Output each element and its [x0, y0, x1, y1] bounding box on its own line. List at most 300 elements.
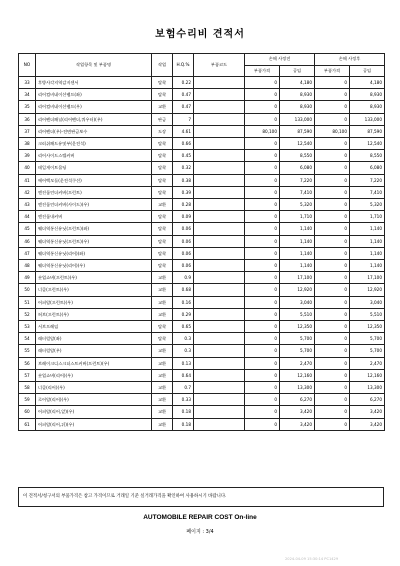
table-body [19, 77, 385, 431]
cell-part-code [194, 296, 245, 308]
cell-item: 리어컴비네이션램프(좌) [36, 89, 152, 101]
cell-item: 웨더역통신유닛(프런트)(우) [36, 235, 152, 247]
cell-part-code [194, 211, 245, 223]
cell-part-price-before: 0 [245, 394, 280, 406]
cell-work: 탈착 [152, 260, 173, 272]
cell-labor-after: 1,710 [350, 211, 385, 223]
cell-labor-before: 3,420 [280, 418, 315, 430]
cell-labor-before: 5,510 [280, 308, 315, 320]
cell-labor-before: 5,320 [280, 199, 315, 211]
table-row [19, 406, 385, 418]
cell-part-price-after: 0 [315, 369, 350, 381]
cell-labor-before: 8,930 [280, 101, 315, 113]
cell-labor-after: 8,930 [350, 101, 385, 113]
table-row [19, 345, 385, 357]
cell-part-code [194, 284, 245, 296]
cell-item: 로어암(리어)(우) [36, 394, 152, 406]
cell-item: 숏업쇼버(리어)(우) [36, 369, 152, 381]
cell-part-code [194, 357, 245, 369]
cell-work: 교환 [152, 345, 173, 357]
page-number: 페이지 : 3/4 [186, 529, 214, 535]
cell-part-code [194, 223, 245, 235]
cell-item: 래터럴암(좌) [36, 333, 152, 345]
cell-labor-after: 4,180 [350, 77, 385, 89]
cell-no: 37 [19, 125, 36, 137]
cell-work: 탈착 [152, 223, 173, 235]
cell-hq: 0.9 [173, 272, 194, 284]
header-work: 작업 [152, 54, 173, 77]
cell-item: 엔진룸언더커버(사이드)(우) [36, 199, 152, 211]
cell-labor-before: 12,540 [280, 138, 315, 150]
footer-brand: AUTOMOBILE REPAIR COST On-line [143, 514, 257, 521]
cell-labor-after: 7,220 [350, 174, 385, 186]
cell-part-price-after: 0 [315, 89, 350, 101]
table-row [19, 186, 385, 198]
cell-no: 59 [19, 394, 36, 406]
cell-part-price-after: 0 [315, 162, 350, 174]
cell-item: 너클(프런트)(우) [36, 284, 152, 296]
cell-labor-before: 7,220 [280, 174, 315, 186]
cell-part-price-before: 0 [245, 162, 280, 174]
cell-labor-before: 12,920 [280, 284, 315, 296]
cell-hq: 0.65 [173, 321, 194, 333]
cell-work: 탈착 [152, 77, 173, 89]
cell-labor-before: 5,700 [280, 345, 315, 357]
cell-no: 48 [19, 260, 36, 272]
cell-part-price-before: 0 [245, 101, 280, 113]
cell-labor-after: 12,920 [350, 284, 385, 296]
cell-part-price-before: 0 [245, 321, 280, 333]
cell-item: 웨더역통신유닛(리어)(좌) [36, 247, 152, 259]
table-row [19, 150, 385, 162]
cell-hq: 0.38 [173, 174, 194, 186]
table-row [19, 260, 385, 272]
cell-part-price-before: 0 [245, 113, 280, 125]
cell-no: 60 [19, 406, 36, 418]
cell-work: 교환 [152, 101, 173, 113]
cell-work: 교환 [152, 394, 173, 406]
cell-part-price-after: 80,100 [315, 125, 350, 137]
cell-part-price-before: 0 [245, 77, 280, 89]
cell-part-price-after: 0 [315, 296, 350, 308]
cell-labor-before: 6,270 [280, 394, 315, 406]
cell-part-price-before: 0 [245, 333, 280, 345]
cell-no: 35 [19, 101, 36, 113]
cell-part-price-before: 0 [245, 418, 280, 430]
cell-hq: 0.09 [173, 211, 194, 223]
cell-part-code [194, 272, 245, 284]
cell-no: 42 [19, 186, 36, 198]
cell-part-price-before: 0 [245, 186, 280, 198]
table-row [19, 418, 385, 430]
cell-labor-before: 2,470 [280, 357, 315, 369]
cell-labor-before: 13,300 [280, 382, 315, 394]
cell-part-price-before: 0 [245, 382, 280, 394]
cell-part-code [194, 345, 245, 357]
cell-part-code [194, 162, 245, 174]
cell-labor-before: 3,040 [280, 296, 315, 308]
estimate-table [18, 53, 385, 431]
header-before-adjust: 손해 사정전 [245, 54, 315, 66]
cell-part-price-before: 0 [245, 260, 280, 272]
cell-part-code [194, 125, 245, 137]
cell-no: 49 [19, 272, 36, 284]
cell-work: 교환 [152, 296, 173, 308]
cell-part-price-after: 0 [315, 260, 350, 272]
cell-work: 탈착 [152, 138, 173, 150]
cell-labor-after: 5,320 [350, 199, 385, 211]
table-row [19, 101, 385, 113]
table-row [19, 235, 385, 247]
cell-hq: 0.18 [173, 406, 194, 418]
cell-work: 탈착 [152, 321, 173, 333]
cell-part-code [194, 150, 245, 162]
cell-part-code [194, 174, 245, 186]
cell-part-price-after: 0 [315, 406, 350, 418]
cell-part-code [194, 89, 245, 101]
cell-part-price-before: 0 [245, 211, 280, 223]
table-row [19, 394, 385, 406]
table-header [19, 54, 385, 77]
header-no: NO [19, 54, 36, 77]
cell-part-price-before: 0 [245, 247, 280, 259]
cell-work: 탈착 [152, 333, 173, 345]
cell-labor-after: 3,420 [350, 418, 385, 430]
cell-no: 44 [19, 211, 36, 223]
cell-work: 탈착 [152, 174, 173, 186]
cell-work: 탈착 [152, 150, 173, 162]
cell-part-price-before: 80,100 [245, 125, 280, 137]
cell-hq: 7 [173, 113, 194, 125]
cell-part-price-before: 0 [245, 235, 280, 247]
cell-labor-before: 87,590 [280, 125, 315, 137]
table-row [19, 369, 385, 381]
cell-work: 교환 [152, 406, 173, 418]
cell-item: 서브프레임 [36, 321, 152, 333]
cell-labor-before: 1,140 [280, 247, 315, 259]
cell-item: 테일게이트몰딩 [36, 162, 152, 174]
cell-part-code [194, 186, 245, 198]
cell-work: 탈착 [152, 247, 173, 259]
cell-hq: 0.29 [173, 308, 194, 320]
cell-work: 교환 [152, 357, 173, 369]
cell-part-price-before: 0 [245, 89, 280, 101]
cell-no: 45 [19, 223, 36, 235]
table-row [19, 296, 385, 308]
cell-labor-after: 12,350 [350, 321, 385, 333]
cell-part-price-after: 0 [315, 101, 350, 113]
cell-labor-before: 8,930 [280, 89, 315, 101]
cell-part-code [194, 113, 245, 125]
cell-part-price-after: 0 [315, 247, 350, 259]
cell-part-code [194, 77, 245, 89]
cell-labor-after: 1,140 [350, 223, 385, 235]
cell-work: 탈착 [152, 162, 173, 174]
cell-part-price-before: 0 [245, 272, 280, 284]
cell-hq: 0.39 [173, 186, 194, 198]
cell-part-price-after: 0 [315, 382, 350, 394]
cell-labor-after: 133,000 [350, 113, 385, 125]
cell-labor-after: 2,470 [350, 357, 385, 369]
cell-hq: 0.3 [173, 345, 194, 357]
cell-labor-before: 12,160 [280, 369, 315, 381]
cell-part-price-before: 0 [245, 345, 280, 357]
cell-labor-after: 12,540 [350, 138, 385, 150]
cell-part-price-after: 0 [315, 77, 350, 89]
cell-hq: 0.32 [173, 162, 194, 174]
cell-item: 웨더역통신유닛(프런트)(좌) [36, 223, 152, 235]
cell-hq: 0.45 [173, 150, 194, 162]
cell-no: 40 [19, 162, 36, 174]
cell-part-code [194, 260, 245, 272]
cell-no: 52 [19, 308, 36, 320]
cell-no: 43 [19, 199, 36, 211]
cell-part-price-after: 0 [315, 223, 350, 235]
header-labor-before: 공임 [280, 65, 315, 77]
cell-part-code [194, 394, 245, 406]
cell-part-code [194, 382, 245, 394]
cell-part-price-after: 0 [315, 333, 350, 345]
cell-labor-before: 5,700 [280, 333, 315, 345]
table-row [19, 89, 385, 101]
table-row [19, 333, 385, 345]
table-row [19, 138, 385, 150]
cell-hq: 0.06 [173, 260, 194, 272]
cell-part-code [194, 247, 245, 259]
cell-part-price-after: 0 [315, 199, 350, 211]
cell-hq: 0.28 [173, 199, 194, 211]
cell-labor-after: 3,420 [350, 406, 385, 418]
header-after-adjust: 손해 사정후 [315, 54, 385, 66]
cell-work: 탈착 [152, 235, 173, 247]
cell-item: 에어백모듈(운전석쿠션) [36, 174, 152, 186]
cell-labor-before: 7,410 [280, 186, 315, 198]
cell-labor-before: 8,550 [280, 150, 315, 162]
print-stamp: 2024-04-09 15:30:14 PC1429 [285, 557, 339, 561]
cell-work: 교환 [152, 272, 173, 284]
cell-hq: 0.47 [173, 101, 194, 113]
cell-hq: 0.3 [173, 333, 194, 345]
cell-hq: 0.06 [173, 235, 194, 247]
cell-part-price-after: 0 [315, 186, 350, 198]
cell-no: 55 [19, 345, 36, 357]
cell-part-price-after: 0 [315, 418, 350, 430]
cell-part-price-after: 0 [315, 345, 350, 357]
cell-part-price-before: 0 [245, 296, 280, 308]
cell-item: 후방사각지역감지센서 [36, 77, 152, 89]
cell-no: 33 [19, 77, 36, 89]
cell-part-code [194, 418, 245, 430]
cell-part-price-before: 0 [245, 284, 280, 296]
cell-no: 53 [19, 321, 36, 333]
cell-work: 교환 [152, 369, 173, 381]
cell-part-code [194, 333, 245, 345]
cell-item: 너클(리어)(우) [36, 382, 152, 394]
table-row [19, 199, 385, 211]
cell-labor-before: 17,100 [280, 272, 315, 284]
table-row [19, 211, 385, 223]
cell-part-code [194, 235, 245, 247]
cell-labor-after: 8,550 [350, 150, 385, 162]
cell-labor-before: 1,140 [280, 223, 315, 235]
cell-no: 50 [19, 284, 36, 296]
cell-part-price-before: 0 [245, 150, 280, 162]
cell-no: 56 [19, 357, 36, 369]
cell-item: 어퍼암(리어,뒤)(우) [36, 418, 152, 430]
cell-part-code [194, 138, 245, 150]
cell-labor-after: 17,100 [350, 272, 385, 284]
cell-item: 래터럴암(우) [36, 345, 152, 357]
cell-part-price-before: 0 [245, 223, 280, 235]
table-row [19, 284, 385, 296]
cell-no: 51 [19, 296, 36, 308]
cell-part-price-before: 0 [245, 174, 280, 186]
cell-part-price-after: 0 [315, 211, 350, 223]
cell-labor-after: 8,930 [350, 89, 385, 101]
cell-labor-before: 1,710 [280, 211, 315, 223]
table-row [19, 77, 385, 89]
cell-hq: 0.47 [173, 89, 194, 101]
cell-labor-after: 7,410 [350, 186, 385, 198]
header-part-price-after: 부품가격 [315, 65, 350, 77]
cell-item: 크러쉬패드유및부(운전석) [36, 138, 152, 150]
cell-work: 교환 [152, 284, 173, 296]
cell-part-price-after: 0 [315, 150, 350, 162]
cell-part-price-after: 0 [315, 174, 350, 186]
table-row [19, 174, 385, 186]
cell-labor-after: 6,080 [350, 162, 385, 174]
cell-hq: 0.66 [173, 138, 194, 150]
cell-item: 숏업쇼버(프런트)(우) [36, 272, 152, 284]
table-row [19, 357, 385, 369]
cell-work: 교환 [152, 199, 173, 211]
cell-labor-after: 1,140 [350, 260, 385, 272]
table-row [19, 308, 385, 320]
cell-part-price-after: 0 [315, 308, 350, 320]
cell-labor-before: 12,350 [280, 321, 315, 333]
table-row [19, 162, 385, 174]
cell-no: 36 [19, 113, 36, 125]
cell-part-code [194, 406, 245, 418]
cell-part-price-after: 0 [315, 113, 350, 125]
table-row [19, 272, 385, 284]
cell-work: 탈착 [152, 89, 173, 101]
cell-labor-after: 13,300 [350, 382, 385, 394]
table-row [19, 382, 385, 394]
cell-labor-after: 5,700 [350, 333, 385, 345]
cell-labor-before: 1,140 [280, 260, 315, 272]
cell-labor-before: 6,080 [280, 162, 315, 174]
cell-item: 리어사이드스텝커버 [36, 150, 152, 162]
cell-no: 38 [19, 138, 36, 150]
cell-part-price-after: 0 [315, 321, 350, 333]
cell-part-price-before: 0 [245, 199, 280, 211]
cell-no: 57 [19, 369, 36, 381]
cell-hq: 0.7 [173, 382, 194, 394]
cell-labor-after: 1,140 [350, 247, 385, 259]
cell-item: 브레이크디스크더스트커버(프런트)(우) [36, 357, 152, 369]
header-item: 작업항목 및 부품명 [36, 54, 152, 77]
cell-no: 54 [19, 333, 36, 345]
header-part-price-before: 부품가격 [245, 65, 280, 77]
cell-item: 엔진룸언더커버(프런트) [36, 186, 152, 198]
document-title: 보험수리비 견적서 [155, 29, 245, 40]
cell-labor-after: 5,510 [350, 308, 385, 320]
header-part-code: 부품코드 [194, 54, 245, 77]
table-row [19, 113, 385, 125]
cell-part-price-after: 0 [315, 235, 350, 247]
cell-hq: 0.22 [173, 77, 194, 89]
cell-work: 교환 [152, 382, 173, 394]
cell-work: 판금 [152, 113, 173, 125]
table-row [19, 125, 385, 137]
cell-item: 리어펜더패널(리어펜더,쿼우터)(우) [36, 113, 152, 125]
cell-hq: 0.13 [173, 357, 194, 369]
cell-item: 엔진룸내커버 [36, 211, 152, 223]
cell-part-price-after: 0 [315, 272, 350, 284]
cell-item: 어퍼암(프런트)(우) [36, 296, 152, 308]
cell-work: 탈착 [152, 186, 173, 198]
table-row [19, 321, 385, 333]
cell-labor-after: 5,700 [350, 345, 385, 357]
cell-no: 46 [19, 235, 36, 247]
cell-no: 34 [19, 89, 36, 101]
cell-item: 리어컴비네이션램프(우) [36, 101, 152, 113]
cell-part-price-before: 0 [245, 138, 280, 150]
cell-no: 47 [19, 247, 36, 259]
cell-item: 어퍼암(리어,앞)(우) [36, 406, 152, 418]
cell-no: 61 [19, 418, 36, 430]
cell-part-price-before: 0 [245, 369, 280, 381]
cell-item: 웨더역통신유닛(리어)(우) [36, 260, 152, 272]
cell-part-code [194, 321, 245, 333]
cell-labor-before: 1,140 [280, 235, 315, 247]
cell-labor-after: 1,140 [350, 235, 385, 247]
cell-labor-after: 3,040 [350, 296, 385, 308]
cell-labor-after: 6,270 [350, 394, 385, 406]
cell-part-price-before: 0 [245, 308, 280, 320]
cell-part-code [194, 308, 245, 320]
cell-part-price-after: 0 [315, 394, 350, 406]
cell-part-code [194, 369, 245, 381]
cell-work: 교환 [152, 418, 173, 430]
cell-item: 리어펜더(우)-전면판금보수 [36, 125, 152, 137]
cell-part-price-after: 0 [315, 284, 350, 296]
cell-part-code [194, 101, 245, 113]
cell-labor-before: 4,180 [280, 77, 315, 89]
cell-part-price-before: 0 [245, 406, 280, 418]
cell-part-price-before: 0 [245, 357, 280, 369]
cell-work: 탈착 [152, 211, 173, 223]
cell-labor-before: 133,000 [280, 113, 315, 125]
cell-hq: 0.18 [173, 418, 194, 430]
cell-no: 58 [19, 382, 36, 394]
cell-hq: 0.06 [173, 223, 194, 235]
header-hqs: H.Q.% [173, 54, 194, 77]
cell-part-price-after: 0 [315, 357, 350, 369]
cell-labor-after: 12,160 [350, 369, 385, 381]
cell-hq: 0.64 [173, 369, 194, 381]
cell-work: 교환 [152, 308, 173, 320]
cell-hq: 0.68 [173, 284, 194, 296]
cell-work: 도장 [152, 125, 173, 137]
cell-no: 41 [19, 174, 36, 186]
cell-no: 39 [19, 150, 36, 162]
cell-part-price-after: 0 [315, 138, 350, 150]
cell-item: 허브(프런트)(우) [36, 308, 152, 320]
table-row [19, 223, 385, 235]
cell-hq: 0.06 [173, 247, 194, 259]
